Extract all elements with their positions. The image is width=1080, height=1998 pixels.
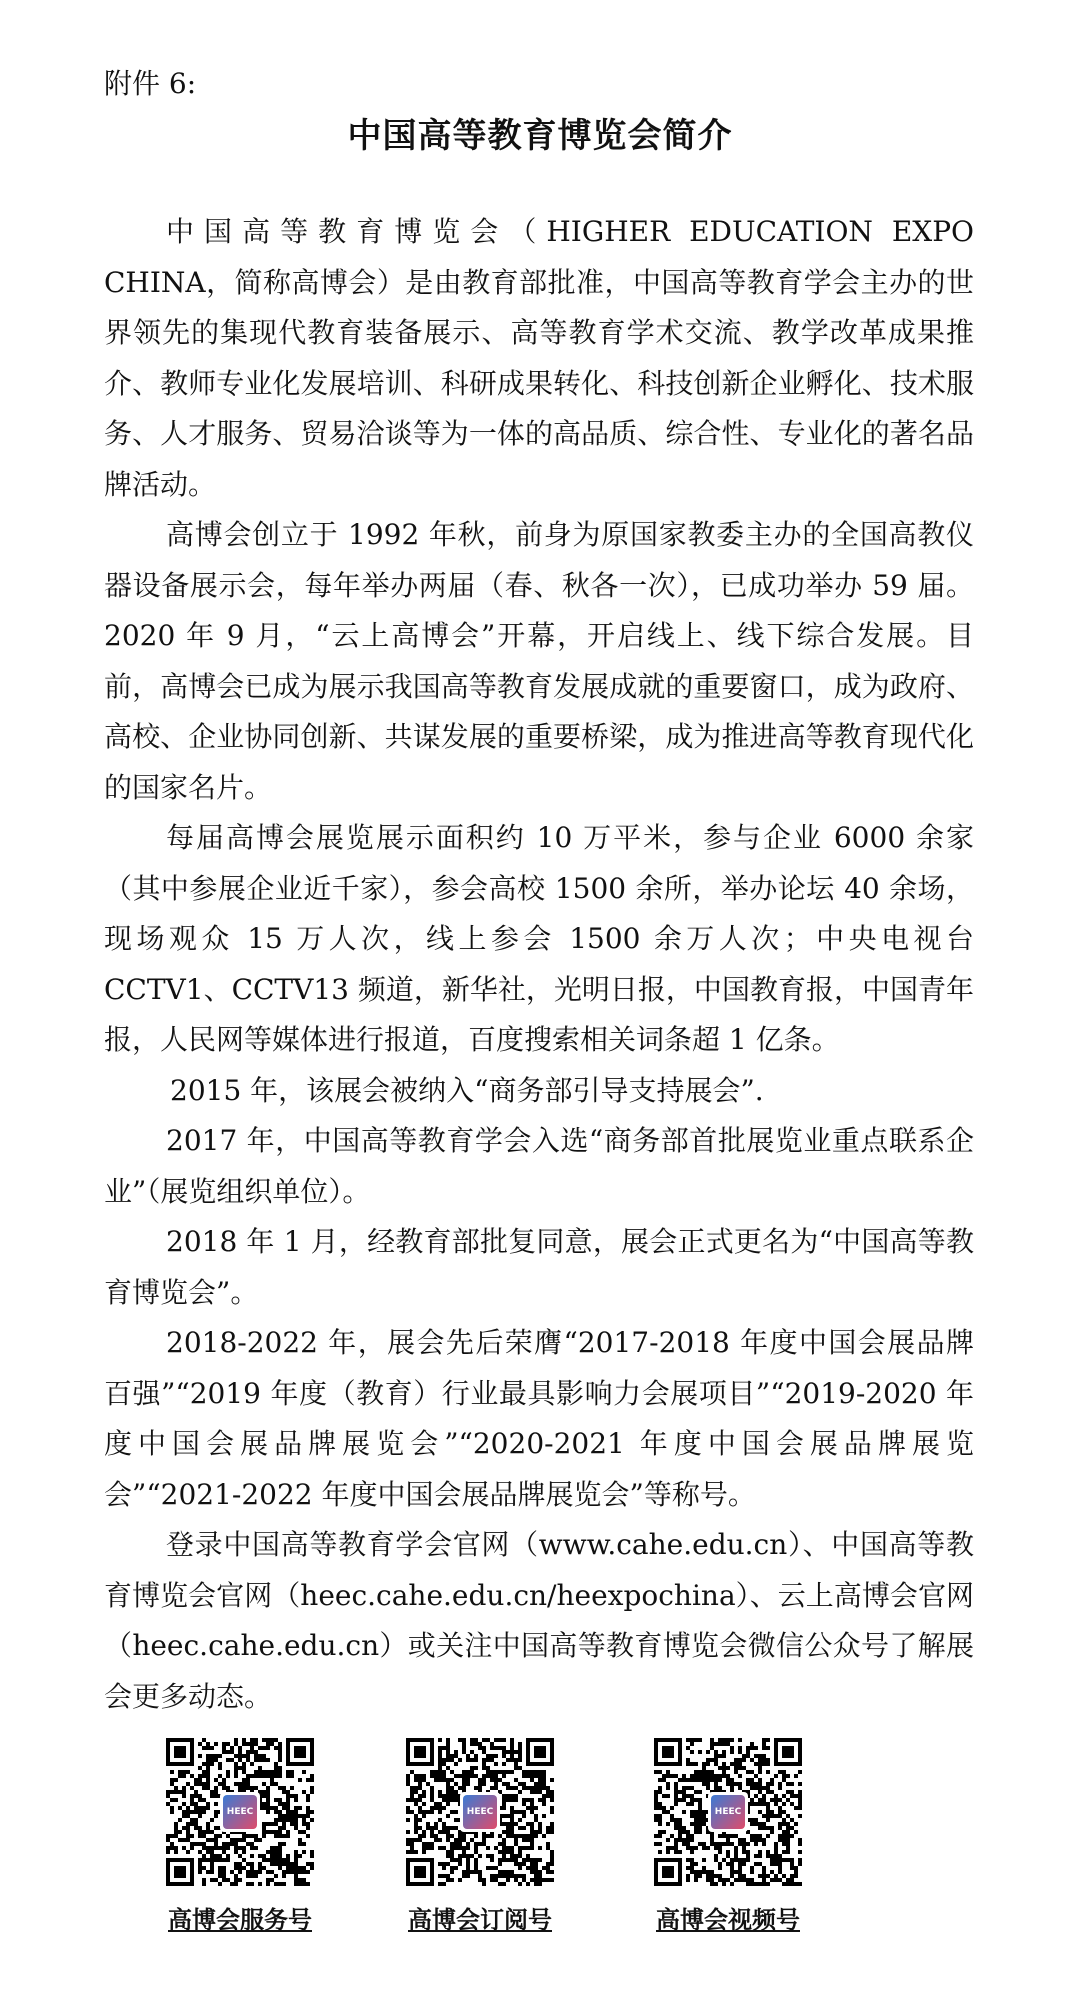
document-body — [104, 207, 974, 1722]
heec-logo-icon: HEEC — [223, 1795, 257, 1829]
paragraph-honors: 2018-2022 年，展会先后荣膺“2017-2018 年度中国会展品牌百强”“2019 年度（教育）行业最具影响力会展项目”“2019-2020 年度中国会展品牌展览会”“2020-2021 年度中国会展品牌展览会”“2021-2022 年度中国会展品牌展览会”等称号。 — [104, 1326, 974, 1511]
qr-item-video — [628, 1738, 828, 1935]
qr-label-video: 高博会视频号 — [656, 1905, 800, 1934]
paragraph-websites: 登录中国高等教育学会官网（www.cahe.edu.cn）、中国高等教育博览会官网（heec.cahe.edu.cn/heexpochina）、云上高博会官网（heec.cahe.edu.cn）或关注中国高等教育博览会微信公众号了解展会更多动态。 — [104, 1528, 974, 1713]
paragraph-scale: 每届高博会展览展示面积约 10 万平米，参与企业 6000 余家（其中参展企业近千家），参会高校 1500 余所，举办论坛 40 余场，现场观众 15 万人次，线上参会 1500 余万人次；中央电视台 CCTV1、CCTV13 频道，新华社，光明日报，中国教育报，中国青年报，人民网等媒体进行报道，百度搜索相关词条超 1 亿条。 — [104, 821, 974, 1056]
qr-label-subscription: 高博会订阅号 — [408, 1905, 552, 1934]
paragraph-history: 高博会创立于 1992 年秋，前身为原国家教委主办的全国高教仪器设备展示会，每年举办两届（春、秋各一次），已成功举办 59 届。2020 年 9 月，“云上高博会”开幕，开启线上、线下综合发展。目前，高博会已成为展示我国高等教育发展成就的重要窗口，成为政府、高校、企业协同创新、共谋发展的重要桥梁，成为推进高等教育现代化的国家名片。 — [104, 518, 974, 804]
qr-code-icon[interactable] — [406, 1738, 554, 1886]
paragraph-2017: 2017 年，中国高等教育学会入选“商务部首批展览业重点联系企业”（展览组织单位）。 — [104, 1124, 974, 1208]
qr-item-service — [140, 1738, 340, 1935]
paragraph-2015: 2015 年，该展会被纳入“商务部引导支持展会”. — [170, 1073, 764, 1107]
page-title: 中国高等教育博览会简介 — [347, 116, 733, 156]
paragraph-2018: 2018 年 1 月，经教育部批复同意，展会正式更名为“中国高等教育博览会”。 — [104, 1225, 974, 1309]
qr-label-service: 高博会服务号 — [168, 1905, 312, 1934]
qr-code-row — [0, 1738, 1080, 1938]
attachment-label: 附件 6: — [104, 67, 197, 100]
paragraph-intro: 中国高等教育博览会（HIGHER EDUCATION EXPO CHINA，简称高博会）是由教育部批准，中国高等教育学会主办的世界领先的集现代教育装备展示、高等教育学术交流、教学改革成果推介、教师专业化发展培训、科研成果转化、科技创新企业孵化、技术服务、人才服务、贸易洽谈等为一体的高品质、综合性、专业化的著名品牌活动。 — [104, 215, 974, 501]
heec-logo-icon: HEEC — [711, 1795, 745, 1829]
qr-code-icon[interactable] — [654, 1738, 802, 1886]
heec-logo-icon: HEEC — [463, 1795, 497, 1829]
qr-item-subscription — [380, 1738, 580, 1935]
qr-code-icon[interactable] — [166, 1738, 314, 1886]
